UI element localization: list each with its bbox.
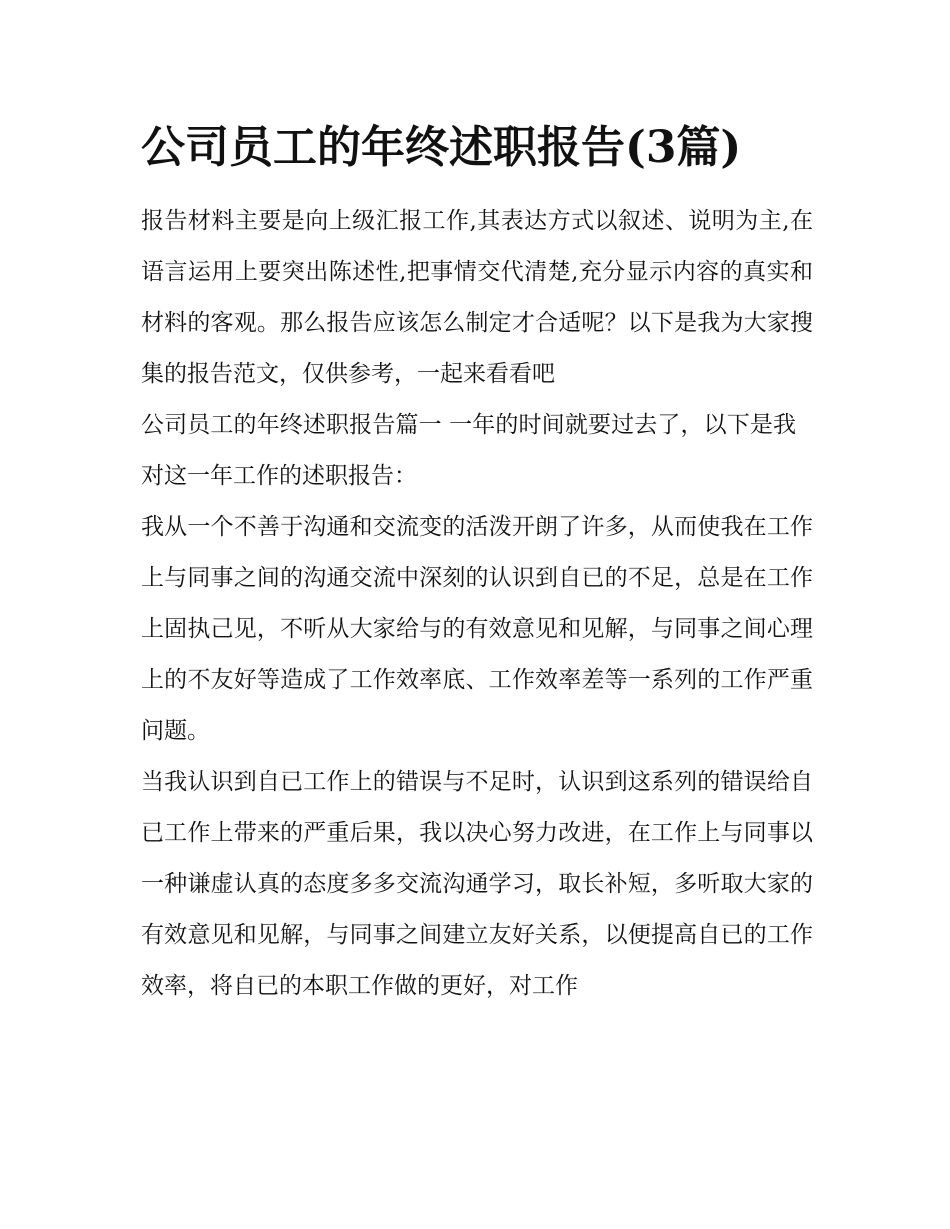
report-opening-paragraph: 公司员工的年终述职报告篇一 一年的时间就要过去了，以下是我对这一年工作的述职报告：: [141, 412, 796, 489]
body-paragraph: 我从一个不善于沟通和交流变的活泼开朗了许多，从而使我在工作上与同事之间的沟通交流中深刻的认识到自已的不足，总是在工作上固执己见，不听从大家给与的有效意见和见解，与同事之间心理上的不友好等造成了工作效率底、工作效率差等一系列的工作严重问题。: [141, 514, 813, 744]
body-paragraph: 当我认识到自已工作上的错误与不足时，认识到这系列的错误给自已工作上带来的严重后果，我以决心努力改进，在工作上与同事以一种谦虚认真的态度多多交流沟通学习，取长补短，多听取大家的有效意见和见解，与同事之间建立友好关系，以便提高自已的工作效率，将自已的本职工作做的更好，对工作: [141, 769, 813, 999]
document-body: [141, 114, 813, 1012]
intro-paragraph: 报告材料主要是向上级汇报工作,其表达方式以叙述、说明为主,在语言运用上要突出陈述性,把事情交代清楚,充分显示内容的真实和材料的客观。那么报告应该怎么制定才合适呢？以下是我为大家搜集的报告范文，仅供参考，一起来看看吧: [141, 208, 813, 387]
document-title: 公司员工的年终述职报告(3篇): [141, 122, 742, 173]
